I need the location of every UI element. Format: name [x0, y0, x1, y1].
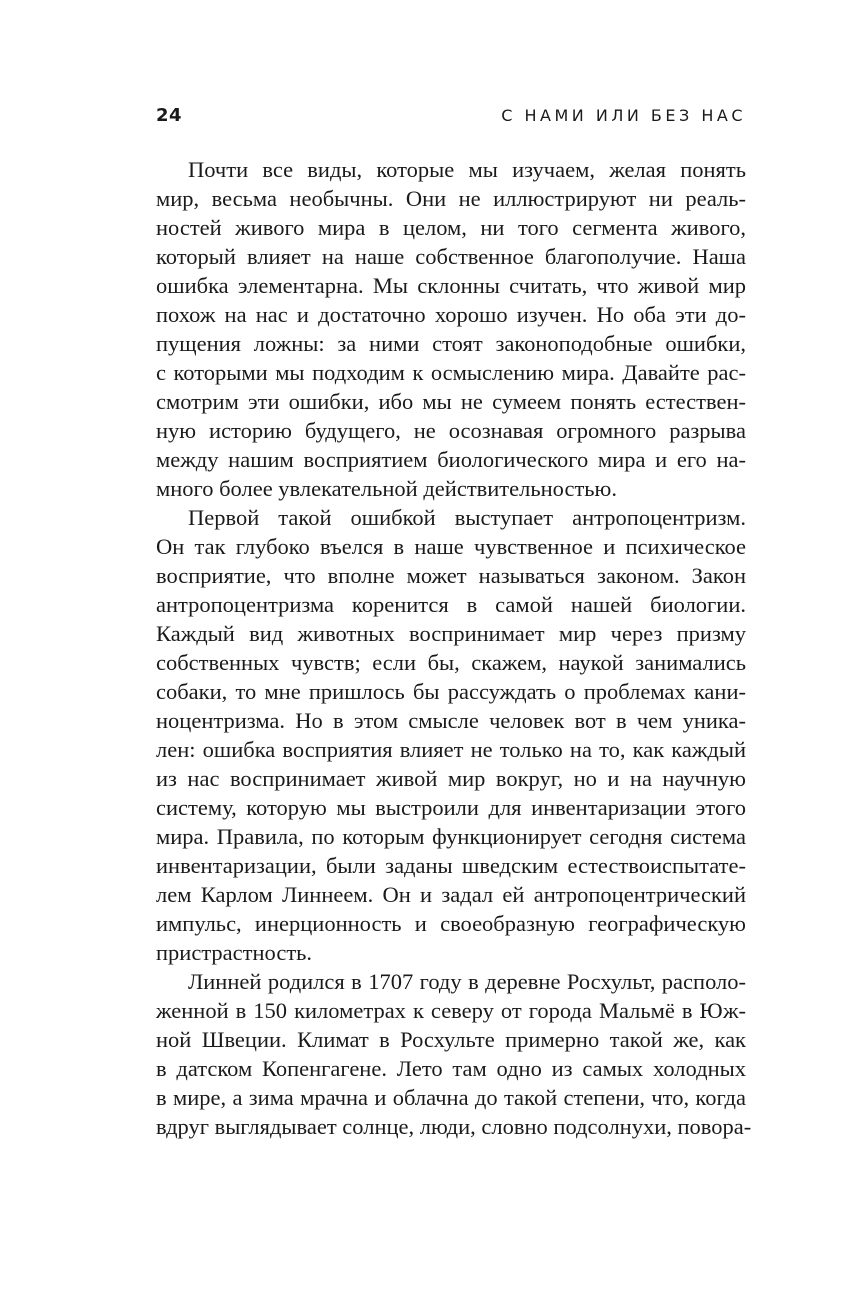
text-line: между нашим восприятием биологического мира и его на- [156, 447, 746, 472]
text-line: мир, весьма необычны. Они не иллюстрируют ни реаль- [156, 186, 746, 211]
text-line: мира. Правила, по которым функционирует сегодня система [156, 824, 746, 849]
text-line: ноцентризма. Но в этом смысле человек вот в чем уника- [156, 708, 746, 733]
text-line: собственных чувств; если бы, скажем, наукой занимались [156, 650, 746, 675]
text-line: ную историю будущего, не осознавая огромного разрыва [156, 418, 746, 443]
text-line: вдруг выглядывает солнце, люди, словно подсолнухи, повора- [156, 1114, 752, 1139]
text-line: лен: ошибка восприятия влияет не только на то, как каждый [156, 737, 746, 762]
text-line: импульс, инерционность и своеобразную географическую [156, 911, 746, 936]
running-head [156, 105, 746, 133]
text-line: Он так глубоко въелся в наше чувственное и психическое [156, 534, 746, 559]
text-line: антропоцентризма коренится в самой нашей биологии. [156, 592, 746, 617]
text-line: ошибка элементарна. Мы склонны считать, что живой мир [156, 273, 746, 298]
text-line: собаки, то мне пришлось бы рассуждать о проблемах кани- [156, 679, 746, 704]
text-line: Первой такой ошибкой выступает антропоцентризм. [188, 505, 746, 530]
text-line: много более увлекательной действительностью. [156, 476, 617, 501]
running-title: С НАМИ ИЛИ БЕЗ НАС [501, 106, 746, 125]
text-line: смотрим эти ошибки, ибо мы не сумеем понять естествен- [156, 389, 746, 414]
text-line: из нас воспринимает живой мир вокруг, но и на научную [156, 766, 746, 791]
text-line: в датском Копенгагене. Лето там одно из самых холодных [156, 1056, 746, 1081]
text-line: ной Швеции. Климат в Росхульте примерно такой же, как [156, 1027, 746, 1052]
text-line: Каждый вид животных воспринимает мир через призму [156, 621, 746, 646]
text-line: систему, которую мы выстроили для инвентаризации этого [156, 795, 746, 820]
text-line: лем Карлом Линнеем. Он и задал ей антропоцентрический [156, 882, 746, 907]
text-line: Линней родился в 1707 году в деревне Росхульт, располо- [188, 969, 746, 994]
text-line: похож на нас и достаточно хорошо изучен. Но оба эти до- [156, 302, 746, 327]
text-line: инвентаризации, были заданы шведским естествоиспытате- [156, 853, 746, 878]
text-line: ностей живого мира в целом, ни того сегмента живого, [156, 215, 746, 240]
text-line: женной в 150 километрах к северу от города Мальмё в Юж- [156, 998, 746, 1023]
text-line: восприятие, что вполне может называться законом. Закон [156, 563, 746, 588]
text-line: который влияет на наше собственное благополучие. Наша [156, 244, 746, 269]
text-line: в мире, а зима мрачна и облачна до такой степени, что, когда [156, 1085, 746, 1110]
text-line: пущения ложны: за ними стоят законоподобные ошибки, [156, 331, 746, 356]
page-number: 24 [156, 105, 183, 126]
body-text [156, 155, 752, 1141]
text-line: пристрастность. [156, 940, 313, 965]
text-line: Почти все виды, которые мы изучаем, желая понять [188, 157, 746, 182]
text-line: с которыми мы подходим к осмыслению мира. Давайте рас- [156, 360, 746, 385]
